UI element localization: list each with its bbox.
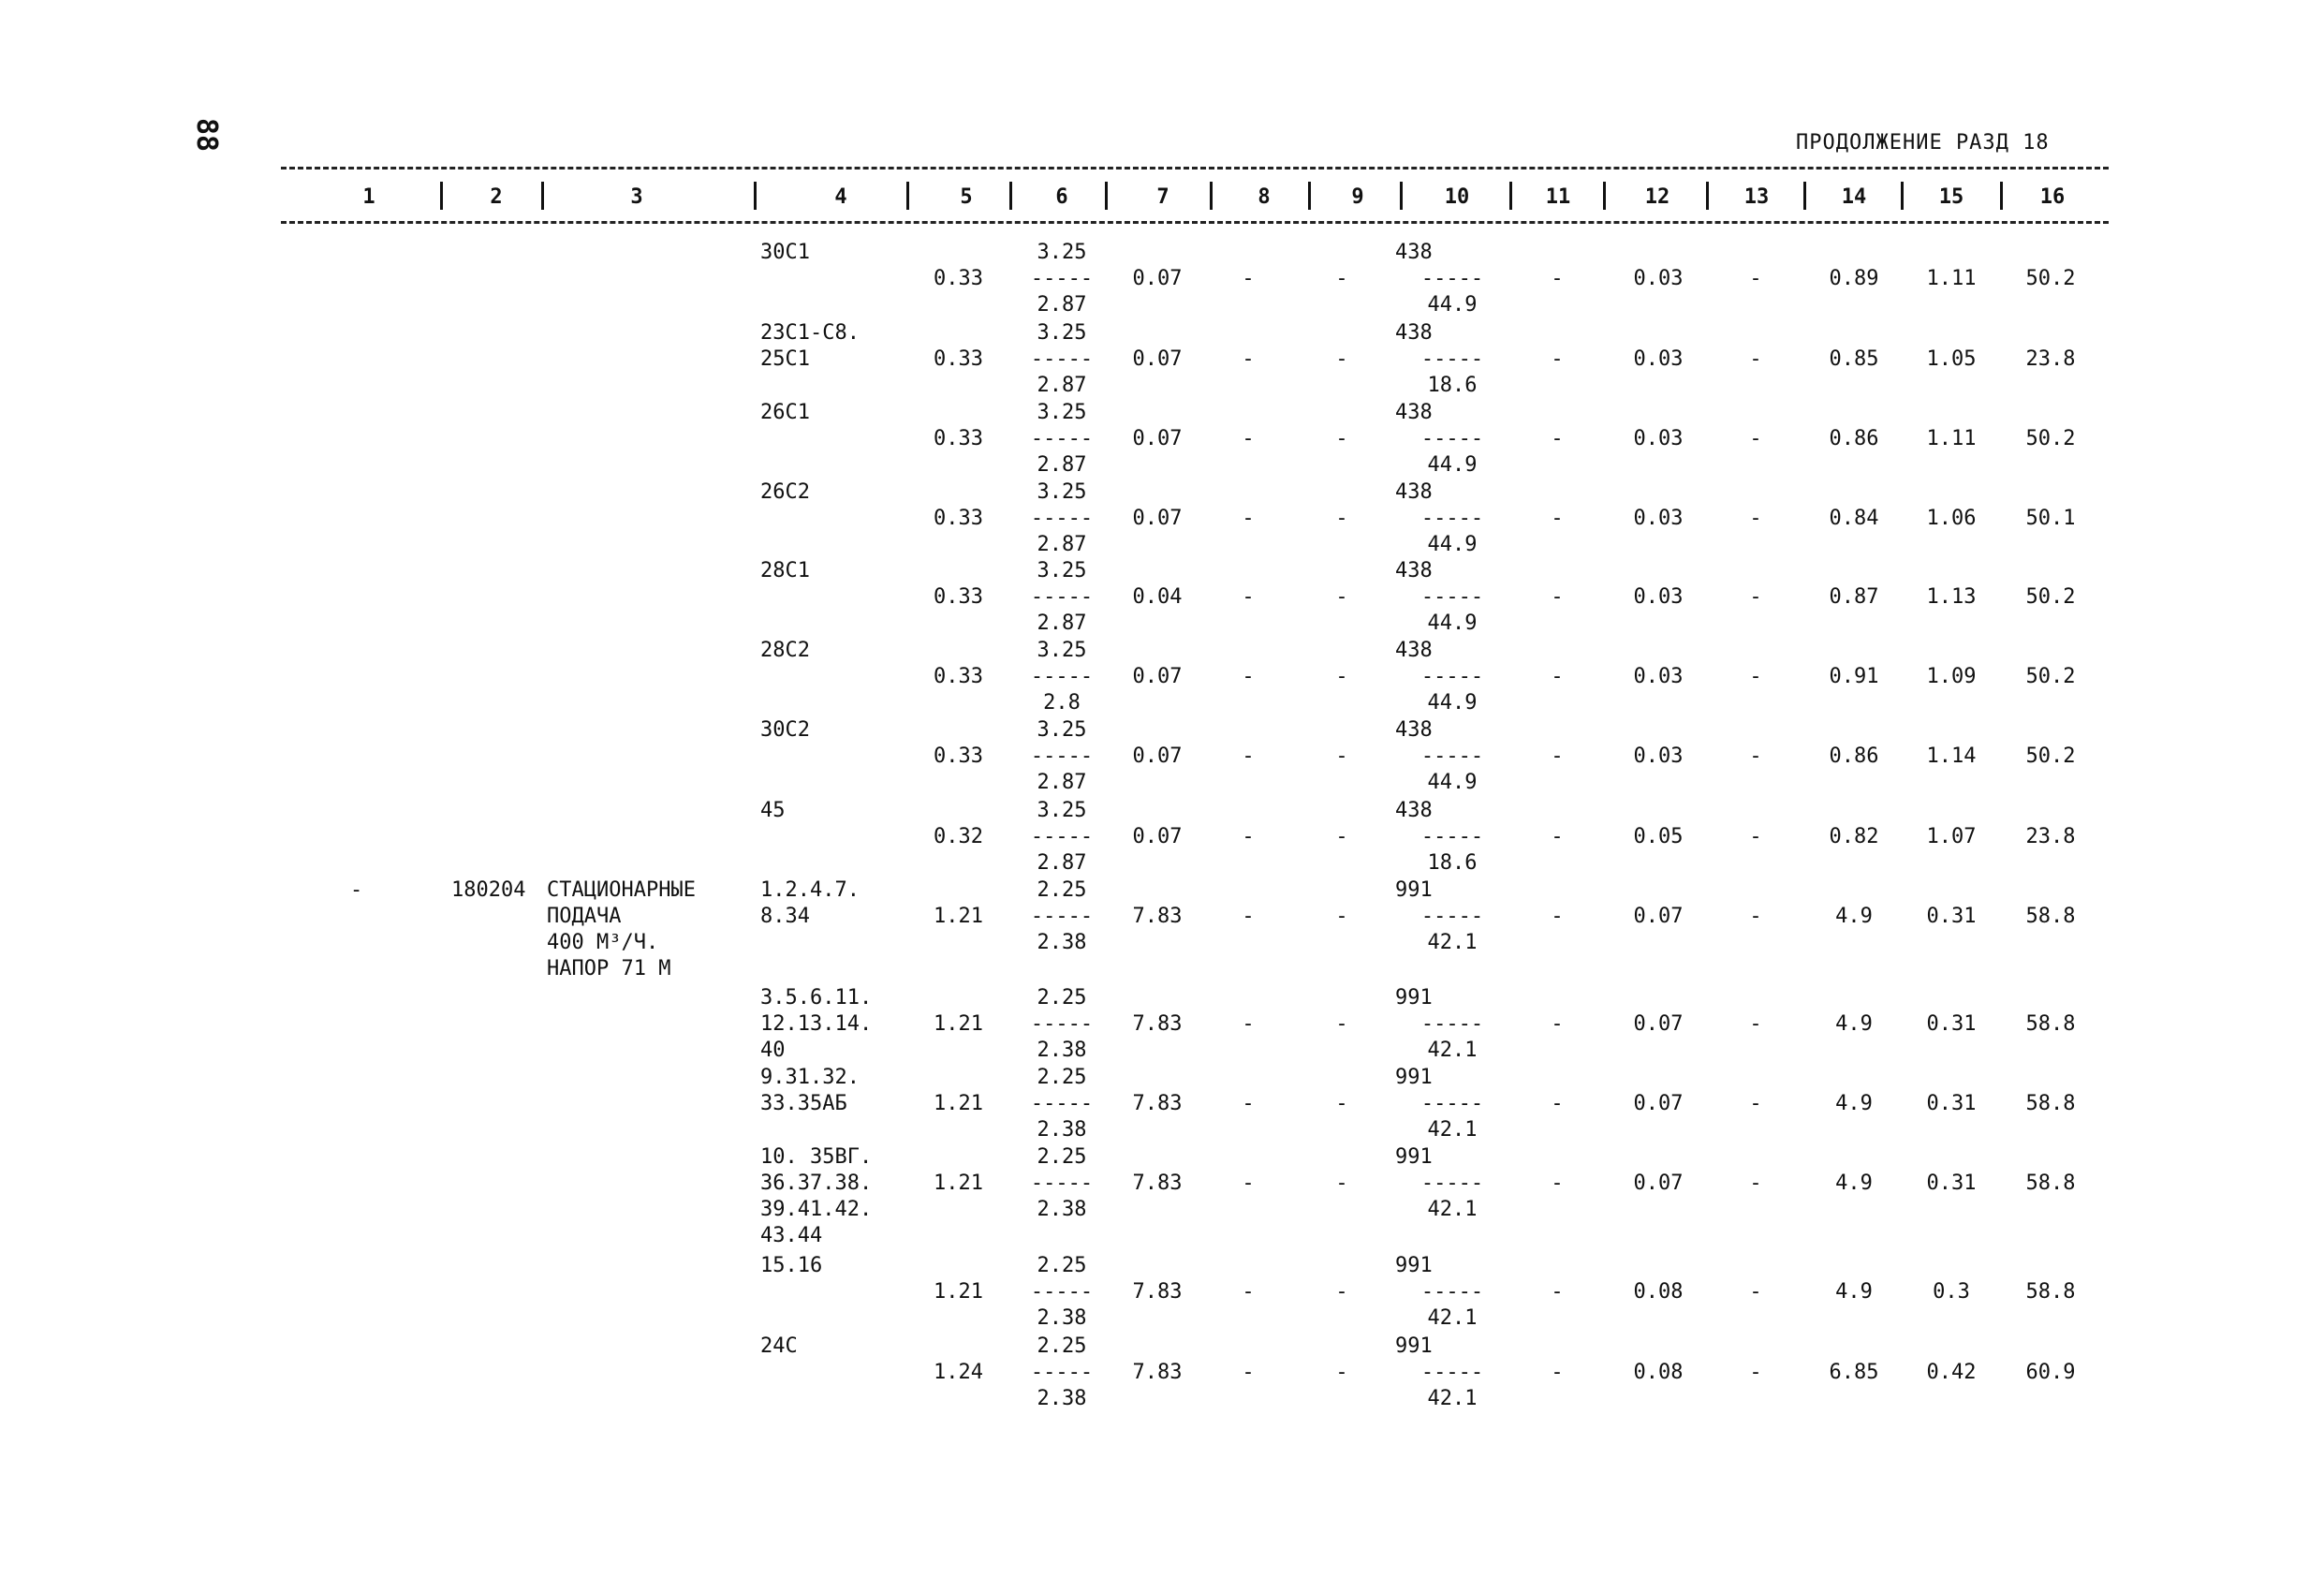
col5-value: 1.24 bbox=[934, 1361, 983, 1384]
col12-value: 0.03 bbox=[1633, 665, 1684, 688]
header-rule bbox=[281, 221, 2109, 224]
col10-numerator: 438 bbox=[1395, 799, 1433, 822]
continuation-header: ПРОДОЛЖЕНИЕ РАЗД 18 bbox=[1796, 131, 2050, 155]
col10-fraction-line: ----- bbox=[1420, 1092, 1484, 1115]
col6-fraction-line: ----- bbox=[1030, 665, 1094, 688]
column-header-13: 13 bbox=[1743, 185, 1770, 209]
col6-denominator: 2.38 bbox=[1037, 1118, 1087, 1142]
col10-denominator: 18.6 bbox=[1427, 374, 1478, 397]
column-separator bbox=[541, 182, 544, 210]
designation-cell: 1.2.4.7. bbox=[760, 878, 860, 902]
col8-value: - bbox=[1242, 507, 1255, 530]
col9-value: - bbox=[1335, 665, 1348, 688]
col13-value: - bbox=[1749, 1361, 1762, 1384]
col6-fraction-line: ----- bbox=[1030, 1280, 1094, 1304]
col5-value: 0.33 bbox=[934, 267, 983, 290]
col5-value: 0.33 bbox=[934, 427, 983, 450]
col11-value: - bbox=[1551, 347, 1564, 371]
column-header-8: 8 bbox=[1258, 185, 1271, 209]
column-separator bbox=[906, 182, 909, 210]
col6-numerator: 2.25 bbox=[1037, 878, 1087, 902]
col6-fraction-line: ----- bbox=[1030, 1092, 1094, 1115]
designation-cell: 43.44 bbox=[760, 1224, 823, 1247]
col14-value: 4.9 bbox=[1835, 905, 1873, 928]
col8-value: - bbox=[1242, 267, 1255, 290]
column-header-5: 5 bbox=[960, 185, 973, 209]
col6-denominator: 2.87 bbox=[1037, 533, 1087, 556]
col13-value: - bbox=[1749, 585, 1762, 609]
col6-denominator: 2.87 bbox=[1037, 612, 1087, 635]
col14-value: 0.84 bbox=[1829, 507, 1879, 530]
column-header-10: 10 bbox=[1444, 185, 1470, 209]
col16-value: 58.8 bbox=[2025, 905, 2076, 928]
col7-value: 7.83 bbox=[1132, 1280, 1183, 1304]
col16-value: 50.2 bbox=[2025, 665, 2076, 688]
designation-cell: 26С1 bbox=[760, 401, 810, 424]
designation-cell: 39.41.42. bbox=[760, 1198, 873, 1221]
col6-fraction-line: ----- bbox=[1030, 1361, 1094, 1384]
column-header-6: 6 bbox=[1055, 185, 1068, 209]
col13-value: - bbox=[1749, 1092, 1762, 1115]
col13-value: - bbox=[1749, 427, 1762, 450]
column-separator bbox=[1901, 182, 1904, 210]
col10-numerator: 991 bbox=[1395, 1145, 1433, 1169]
col14-value: 0.91 bbox=[1829, 665, 1879, 688]
col16-value: 58.8 bbox=[2025, 1280, 2076, 1304]
col8-value: - bbox=[1242, 825, 1255, 848]
col16-value: 58.8 bbox=[2025, 1172, 2076, 1195]
col14-value: 4.9 bbox=[1835, 1172, 1873, 1195]
col10-fraction-line: ----- bbox=[1420, 1280, 1484, 1304]
col10-fraction-line: ----- bbox=[1420, 267, 1484, 290]
column-header-16: 16 bbox=[2039, 185, 2066, 209]
col13-value: - bbox=[1749, 744, 1762, 768]
section-name-line: НАПОР 71 М bbox=[547, 957, 671, 980]
col12-value: 0.03 bbox=[1633, 267, 1684, 290]
col15-value: 1.14 bbox=[1926, 744, 1977, 768]
col10-denominator: 44.9 bbox=[1427, 453, 1478, 477]
col5-value: 0.33 bbox=[934, 744, 983, 768]
col13-value: - bbox=[1749, 1280, 1762, 1304]
col12-value: 0.07 bbox=[1633, 1012, 1684, 1036]
col13-value: - bbox=[1749, 1172, 1762, 1195]
col16-value: 50.2 bbox=[2025, 427, 2076, 450]
col14-value: 0.85 bbox=[1829, 347, 1879, 371]
col11-value: - bbox=[1551, 427, 1564, 450]
col9-value: - bbox=[1335, 347, 1348, 371]
column-header-4: 4 bbox=[834, 185, 847, 209]
col14-value: 0.86 bbox=[1829, 744, 1879, 768]
col6-numerator: 3.25 bbox=[1037, 718, 1087, 742]
col10-denominator: 42.1 bbox=[1427, 1387, 1478, 1410]
column-separator bbox=[1706, 182, 1709, 210]
col14-value: 0.89 bbox=[1829, 267, 1879, 290]
col12-value: 0.03 bbox=[1633, 585, 1684, 609]
col9-value: - bbox=[1335, 825, 1348, 848]
col6-denominator: 2.38 bbox=[1037, 1039, 1087, 1062]
col5-value: 0.33 bbox=[934, 585, 983, 609]
col11-value: - bbox=[1551, 1172, 1564, 1195]
col15-value: 0.42 bbox=[1926, 1361, 1977, 1384]
col9-value: - bbox=[1335, 1092, 1348, 1115]
col13-value: - bbox=[1749, 905, 1762, 928]
column-separator bbox=[1009, 182, 1012, 210]
col6-denominator: 2.8 bbox=[1043, 691, 1081, 715]
col8-value: - bbox=[1242, 1172, 1255, 1195]
col14-value: 0.87 bbox=[1829, 585, 1879, 609]
col11-value: - bbox=[1551, 1361, 1564, 1384]
column-header-15: 15 bbox=[1938, 185, 1964, 209]
col16-value: 23.8 bbox=[2025, 347, 2076, 371]
col9-value: - bbox=[1335, 1012, 1348, 1036]
col11-value: - bbox=[1551, 744, 1564, 768]
col15-value: 0.31 bbox=[1926, 905, 1977, 928]
col10-numerator: 991 bbox=[1395, 986, 1433, 1010]
col5-value: 1.21 bbox=[934, 1092, 983, 1115]
col7-value: 0.07 bbox=[1132, 267, 1183, 290]
column-header-7: 7 bbox=[1156, 185, 1169, 209]
col15-value: 1.11 bbox=[1926, 267, 1977, 290]
col11-value: - bbox=[1551, 507, 1564, 530]
col6-numerator: 2.25 bbox=[1037, 1066, 1087, 1089]
col15-value: 0.31 bbox=[1926, 1012, 1977, 1036]
col8-value: - bbox=[1242, 1012, 1255, 1036]
col5-value: 1.21 bbox=[934, 1012, 983, 1036]
col6-fraction-line: ----- bbox=[1030, 1012, 1094, 1036]
column-header-14: 14 bbox=[1841, 185, 1867, 209]
col6-fraction-line: ----- bbox=[1030, 427, 1094, 450]
col6-numerator: 3.25 bbox=[1037, 480, 1087, 504]
col16-value: 23.8 bbox=[2025, 825, 2076, 848]
column-header-2: 2 bbox=[490, 185, 503, 209]
col10-denominator: 42.1 bbox=[1427, 1118, 1478, 1142]
col7-value: 0.07 bbox=[1132, 427, 1183, 450]
designation-cell: 24С bbox=[760, 1334, 798, 1358]
col7-value: 7.83 bbox=[1132, 905, 1183, 928]
col9-value: - bbox=[1335, 744, 1348, 768]
col7-value: 0.07 bbox=[1132, 665, 1183, 688]
section-dash: - bbox=[350, 878, 363, 902]
col10-denominator: 42.1 bbox=[1427, 1039, 1478, 1062]
col6-numerator: 2.25 bbox=[1037, 1145, 1087, 1169]
designation-cell: 8.34 bbox=[760, 905, 810, 928]
designation-cell: 28С2 bbox=[760, 639, 810, 662]
col6-fraction-line: ----- bbox=[1030, 585, 1094, 609]
col6-denominator: 2.38 bbox=[1037, 1387, 1087, 1410]
col6-numerator: 2.25 bbox=[1037, 986, 1087, 1010]
col15-value: 0.3 bbox=[1933, 1280, 1970, 1304]
col6-fraction-line: ----- bbox=[1030, 744, 1094, 768]
col6-denominator: 2.87 bbox=[1037, 851, 1087, 875]
col7-value: 7.83 bbox=[1132, 1361, 1183, 1384]
designation-cell: 40 bbox=[760, 1039, 786, 1062]
column-separator bbox=[1803, 182, 1806, 210]
col8-value: - bbox=[1242, 585, 1255, 609]
col12-value: 0.03 bbox=[1633, 744, 1684, 768]
col11-value: - bbox=[1551, 1092, 1564, 1115]
col6-fraction-line: ----- bbox=[1030, 507, 1094, 530]
col11-value: - bbox=[1551, 1280, 1564, 1304]
col9-value: - bbox=[1335, 427, 1348, 450]
col13-value: - bbox=[1749, 665, 1762, 688]
col10-fraction-line: ----- bbox=[1420, 665, 1484, 688]
page-number: 88 bbox=[190, 118, 223, 153]
designation-cell: 45 bbox=[760, 799, 786, 822]
col6-denominator: 2.38 bbox=[1037, 1306, 1087, 1330]
col6-numerator: 3.25 bbox=[1037, 639, 1087, 662]
col6-denominator: 2.87 bbox=[1037, 293, 1087, 317]
col14-value: 4.9 bbox=[1835, 1280, 1873, 1304]
designation-cell: 3.5.6.11. bbox=[760, 986, 873, 1010]
col7-value: 0.07 bbox=[1132, 507, 1183, 530]
col6-numerator: 3.25 bbox=[1037, 401, 1087, 424]
col16-value: 50.2 bbox=[2025, 744, 2076, 768]
col12-value: 0.08 bbox=[1633, 1280, 1684, 1304]
designation-cell: 23С1-С8. bbox=[760, 321, 860, 345]
col10-denominator: 18.6 bbox=[1427, 851, 1478, 875]
col15-value: 0.31 bbox=[1926, 1092, 1977, 1115]
col9-value: - bbox=[1335, 1280, 1348, 1304]
col12-value: 0.03 bbox=[1633, 507, 1684, 530]
col7-value: 7.83 bbox=[1132, 1092, 1183, 1115]
col7-value: 0.07 bbox=[1132, 825, 1183, 848]
col5-value: 0.33 bbox=[934, 347, 983, 371]
column-separator bbox=[1603, 182, 1606, 210]
col10-fraction-line: ----- bbox=[1420, 905, 1484, 928]
col12-value: 0.05 bbox=[1633, 825, 1684, 848]
col13-value: - bbox=[1749, 347, 1762, 371]
column-separator bbox=[1210, 182, 1213, 210]
col11-value: - bbox=[1551, 825, 1564, 848]
col14-value: 6.85 bbox=[1829, 1361, 1879, 1384]
col14-value: 4.9 bbox=[1835, 1012, 1873, 1036]
col5-value: 0.32 bbox=[934, 825, 983, 848]
col13-value: - bbox=[1749, 1012, 1762, 1036]
col9-value: - bbox=[1335, 1361, 1348, 1384]
col15-value: 1.07 bbox=[1926, 825, 1977, 848]
col6-numerator: 3.25 bbox=[1037, 321, 1087, 345]
col12-value: 0.07 bbox=[1633, 1092, 1684, 1115]
col12-value: 0.07 bbox=[1633, 1172, 1684, 1195]
col10-denominator: 44.9 bbox=[1427, 293, 1478, 317]
col7-value: 0.07 bbox=[1132, 347, 1183, 371]
col12-value: 0.03 bbox=[1633, 427, 1684, 450]
designation-cell: 15.16 bbox=[760, 1254, 823, 1277]
col7-value: 7.83 bbox=[1132, 1012, 1183, 1036]
col10-fraction-line: ----- bbox=[1420, 1361, 1484, 1384]
column-header-11: 11 bbox=[1545, 185, 1571, 209]
col6-numerator: 3.25 bbox=[1037, 241, 1087, 264]
col14-value: 4.9 bbox=[1835, 1092, 1873, 1115]
col6-fraction-line: ----- bbox=[1030, 267, 1094, 290]
col8-value: - bbox=[1242, 744, 1255, 768]
col10-numerator: 438 bbox=[1395, 639, 1433, 662]
top-rule bbox=[281, 167, 2109, 170]
col16-value: 58.8 bbox=[2025, 1012, 2076, 1036]
col15-value: 1.05 bbox=[1926, 347, 1977, 371]
col14-value: 0.82 bbox=[1829, 825, 1879, 848]
col6-numerator: 3.25 bbox=[1037, 559, 1087, 582]
column-separator bbox=[1400, 182, 1403, 210]
col10-fraction-line: ----- bbox=[1420, 825, 1484, 848]
col7-value: 0.07 bbox=[1132, 744, 1183, 768]
col5-value: 1.21 bbox=[934, 1280, 983, 1304]
designation-cell: 33.35АБ bbox=[760, 1092, 847, 1115]
col10-numerator: 438 bbox=[1395, 241, 1433, 264]
column-separator bbox=[1308, 182, 1311, 210]
col12-value: 0.03 bbox=[1633, 347, 1684, 371]
col10-numerator: 991 bbox=[1395, 1066, 1433, 1089]
column-separator bbox=[1509, 182, 1512, 210]
col14-value: 0.86 bbox=[1829, 427, 1879, 450]
col6-numerator: 2.25 bbox=[1037, 1334, 1087, 1358]
col16-value: 50.2 bbox=[2025, 267, 2076, 290]
col9-value: - bbox=[1335, 585, 1348, 609]
col6-fraction-line: ----- bbox=[1030, 1172, 1094, 1195]
designation-cell: 26С2 bbox=[760, 480, 810, 504]
col5-value: 1.21 bbox=[934, 905, 983, 928]
col10-denominator: 42.1 bbox=[1427, 1306, 1478, 1330]
col16-value: 50.1 bbox=[2025, 507, 2076, 530]
column-header-12: 12 bbox=[1644, 185, 1670, 209]
col13-value: - bbox=[1749, 825, 1762, 848]
col13-value: - bbox=[1749, 507, 1762, 530]
col11-value: - bbox=[1551, 905, 1564, 928]
designation-cell: 25С1 bbox=[760, 347, 810, 371]
column-header-1: 1 bbox=[362, 185, 375, 209]
col6-numerator: 3.25 bbox=[1037, 799, 1087, 822]
col10-fraction-line: ----- bbox=[1420, 507, 1484, 530]
col10-numerator: 438 bbox=[1395, 718, 1433, 742]
col5-value: 0.33 bbox=[934, 507, 983, 530]
col10-fraction-line: ----- bbox=[1420, 585, 1484, 609]
col11-value: - bbox=[1551, 585, 1564, 609]
col10-denominator: 42.1 bbox=[1427, 1198, 1478, 1221]
column-separator bbox=[754, 182, 757, 210]
col6-denominator: 2.38 bbox=[1037, 1198, 1087, 1221]
col12-value: 0.08 bbox=[1633, 1361, 1684, 1384]
col10-denominator: 44.9 bbox=[1427, 771, 1478, 794]
col8-value: - bbox=[1242, 427, 1255, 450]
col10-numerator: 438 bbox=[1395, 401, 1433, 424]
col6-numerator: 2.25 bbox=[1037, 1254, 1087, 1277]
section-name-line: СТАЦИОНАРНЫЕ bbox=[547, 878, 696, 902]
designation-cell: 10. 35ВГ. bbox=[760, 1145, 873, 1169]
col10-fraction-line: ----- bbox=[1420, 1172, 1484, 1195]
col10-denominator: 42.1 bbox=[1427, 931, 1478, 954]
col11-value: - bbox=[1551, 665, 1564, 688]
designation-cell: 9.31.32. bbox=[760, 1066, 860, 1089]
col16-value: 60.9 bbox=[2025, 1361, 2076, 1384]
col8-value: - bbox=[1242, 1361, 1255, 1384]
col6-denominator: 2.87 bbox=[1037, 771, 1087, 794]
col6-denominator: 2.87 bbox=[1037, 374, 1087, 397]
col6-denominator: 2.38 bbox=[1037, 931, 1087, 954]
designation-cell: 36.37.38. bbox=[760, 1172, 873, 1195]
col15-value: 0.31 bbox=[1926, 1172, 1977, 1195]
column-header-9: 9 bbox=[1351, 185, 1364, 209]
col8-value: - bbox=[1242, 1092, 1255, 1115]
col16-value: 50.2 bbox=[2025, 585, 2076, 609]
col8-value: - bbox=[1242, 1280, 1255, 1304]
col7-value: 7.83 bbox=[1132, 1172, 1183, 1195]
column-separator bbox=[1105, 182, 1108, 210]
col8-value: - bbox=[1242, 347, 1255, 371]
col7-value: 0.04 bbox=[1132, 585, 1183, 609]
col10-denominator: 44.9 bbox=[1427, 612, 1478, 635]
col9-value: - bbox=[1335, 1172, 1348, 1195]
col11-value: - bbox=[1551, 267, 1564, 290]
designation-cell: 28С1 bbox=[760, 559, 810, 582]
col10-numerator: 991 bbox=[1395, 878, 1433, 902]
designation-cell: 30С1 bbox=[760, 241, 810, 264]
col12-value: 0.07 bbox=[1633, 905, 1684, 928]
col10-denominator: 44.9 bbox=[1427, 533, 1478, 556]
col11-value: - bbox=[1551, 1012, 1564, 1036]
col15-value: 1.11 bbox=[1926, 427, 1977, 450]
col9-value: - bbox=[1335, 507, 1348, 530]
column-separator bbox=[440, 182, 443, 210]
col9-value: - bbox=[1335, 905, 1348, 928]
designation-cell: 12.13.14. bbox=[760, 1012, 873, 1036]
col6-fraction-line: ----- bbox=[1030, 905, 1094, 928]
col10-fraction-line: ----- bbox=[1420, 1012, 1484, 1036]
col10-numerator: 438 bbox=[1395, 559, 1433, 582]
column-separator bbox=[2000, 182, 2003, 210]
col6-fraction-line: ----- bbox=[1030, 347, 1094, 371]
col5-value: 0.33 bbox=[934, 665, 983, 688]
section-code: 180204 bbox=[451, 878, 526, 902]
section-name-line: 400 М³/Ч. bbox=[547, 931, 659, 954]
col10-denominator: 44.9 bbox=[1427, 691, 1478, 715]
col9-value: - bbox=[1335, 267, 1348, 290]
column-header-3: 3 bbox=[630, 185, 643, 209]
col10-numerator: 438 bbox=[1395, 480, 1433, 504]
col6-fraction-line: ----- bbox=[1030, 825, 1094, 848]
col15-value: 1.13 bbox=[1926, 585, 1977, 609]
col10-numerator: 991 bbox=[1395, 1254, 1433, 1277]
col10-fraction-line: ----- bbox=[1420, 427, 1484, 450]
col10-fraction-line: ----- bbox=[1420, 744, 1484, 768]
col13-value: - bbox=[1749, 267, 1762, 290]
col6-denominator: 2.87 bbox=[1037, 453, 1087, 477]
col10-numerator: 991 bbox=[1395, 1334, 1433, 1358]
col10-numerator: 438 bbox=[1395, 321, 1433, 345]
col8-value: - bbox=[1242, 665, 1255, 688]
col5-value: 1.21 bbox=[934, 1172, 983, 1195]
col15-value: 1.09 bbox=[1926, 665, 1977, 688]
designation-cell: 30С2 bbox=[760, 718, 810, 742]
col15-value: 1.06 bbox=[1926, 507, 1977, 530]
section-name-line: ПОДАЧА bbox=[547, 905, 622, 928]
col16-value: 58.8 bbox=[2025, 1092, 2076, 1115]
col10-fraction-line: ----- bbox=[1420, 347, 1484, 371]
col8-value: - bbox=[1242, 905, 1255, 928]
